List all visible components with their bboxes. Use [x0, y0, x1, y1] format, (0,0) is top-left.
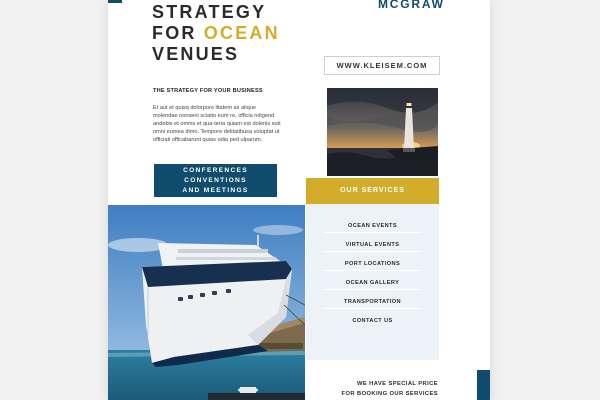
services-list: [306, 219, 439, 333]
services-header: OUR SERVICES: [306, 178, 439, 204]
headline-line-1: STRATEGY: [152, 2, 267, 22]
special-price-line-1: WE HAVE SPECIAL PRICE: [357, 381, 438, 387]
corner-accent-bar: [108, 0, 122, 3]
side-accent-tab: [477, 370, 490, 400]
brochure-page: [108, 0, 490, 400]
headline-line-3: VENUES: [152, 44, 240, 64]
service-item-transportation[interactable]: TRANSPORTATION: [306, 295, 439, 314]
special-price-text: [328, 379, 438, 399]
service-item-contact-us[interactable]: CONTACT US: [352, 318, 393, 324]
website-link[interactable]: WWW.KLEISEM.COM: [324, 56, 440, 75]
cta-line-1: CONFERENCES: [183, 167, 248, 174]
headline-line-2: [152, 23, 280, 44]
headline-accent-word: OCEAN: [203, 23, 280, 43]
brand-name: MCGRAW: [378, 0, 445, 11]
lighthouse-photo: [327, 88, 438, 176]
cruise-ship-photo: [108, 205, 305, 400]
conferences-cta-box: [154, 164, 277, 197]
service-item-ocean-gallery[interactable]: OCEAN GALLERY: [306, 276, 439, 295]
service-item-virtual-events[interactable]: VIRTUAL EVENTS: [306, 238, 439, 257]
service-item-ocean-events[interactable]: OCEAN EVENTS: [306, 219, 439, 238]
intro-subheading: THE STRATEGY FOR YOUR BUSINESS: [153, 88, 263, 94]
service-item-port-locations[interactable]: PORT LOCATIONS: [306, 257, 439, 276]
services-panel: [306, 204, 439, 360]
headline-line-2-prefix: FOR: [152, 23, 204, 43]
cta-line-3: AND MEETINGS: [182, 187, 249, 194]
headline: [152, 2, 280, 65]
cta-line-2: CONVENTIONS: [184, 177, 247, 184]
intro-body-text: Et aut et quisq dolorpore litatem as alique molendae nonseni sciatio eum re, officia ndigend andebis et omnis et qua-teria quiam est dolenis esti omni eumea dimo. Tempore delitatibusa voluptat ut officiati officabarunt quias odia ped ulparum.: [153, 105, 281, 143]
special-price-line-2: FOR BOOKING OUR SERVICES: [341, 391, 438, 397]
